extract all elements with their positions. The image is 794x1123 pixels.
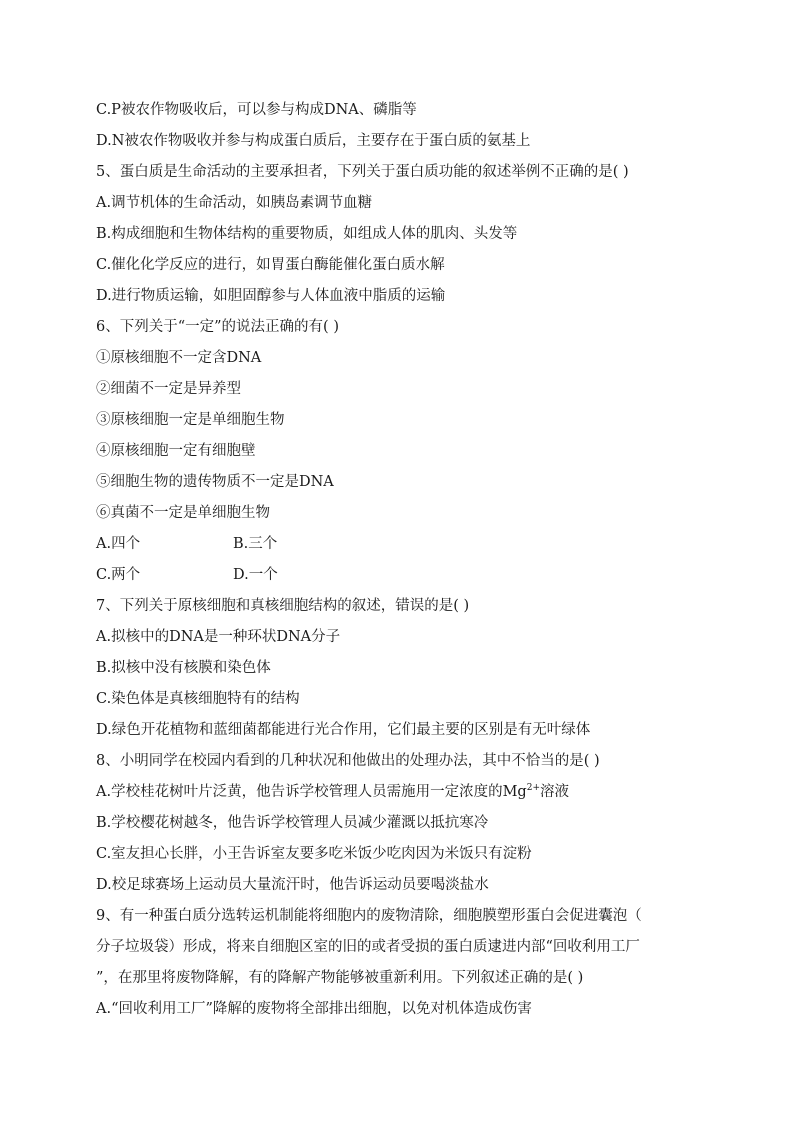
q6-options-row-1 bbox=[96, 529, 706, 560]
question-text-block bbox=[96, 95, 706, 1025]
q9-stem-line-3: ”，在那里将废物降解，有的降解产物能够被重新利用。下列叙述正确的是( ) bbox=[96, 970, 584, 986]
q7-option-c: C.染色体是真核细胞特有的结构 bbox=[96, 691, 300, 707]
q8-option-a-text: A.学校桂花树叶片泛黄，他告诉学校管理人员需施用一定浓度的Mg bbox=[96, 784, 527, 800]
q6-stem: 6、下列关于“一定”的说法正确的有( ) bbox=[96, 319, 339, 335]
q6-option-d: D.一个 bbox=[233, 567, 278, 583]
q6-statement-5: ⑤细胞生物的遗传物质不一定是DNA bbox=[96, 474, 334, 490]
q8-option-a-superscript: 2+ bbox=[526, 783, 540, 794]
q7-option-a: A.拟核中的DNA是一种环状DNA分子 bbox=[96, 629, 341, 645]
q8-option-a-suffix: 溶液 bbox=[540, 784, 569, 800]
q9-stem-line-2: 分子垃圾袋）形成，将来自细胞区室的旧的或者受损的蛋白质逮进内部“回收利用工厂 bbox=[96, 939, 640, 955]
q6-statement-6: ⑥真菌不一定是单细胞生物 bbox=[96, 505, 270, 521]
q6-statement-1: ①原核细胞不一定含DNA bbox=[96, 350, 262, 366]
q4-option-d: D.N被农作物吸收并参与构成蛋白质后，主要存在于蛋白质的氨基上 bbox=[96, 133, 531, 149]
q7-option-b: B.拟核中没有核膜和染色体 bbox=[96, 660, 271, 676]
q5-stem: 5、蛋白质是生命活动的主要承担者，下列关于蛋白质功能的叙述举例不正确的是( ) bbox=[96, 164, 629, 180]
q6-options-row-2 bbox=[96, 560, 706, 591]
q8-option-c: C.室友担心长胖，小王告诉室友要多吃米饭少吃肉因为米饭只有淀粉 bbox=[96, 846, 532, 862]
q8-option-b: B.学校樱花树越冬，他告诉学校管理人员减少灌溉以抵抗寒冷 bbox=[96, 815, 489, 831]
q8-option-a bbox=[96, 777, 706, 808]
q5-option-c: C.催化化学反应的进行，如胃蛋白酶能催化蛋白质水解 bbox=[96, 257, 445, 273]
q5-option-b: B.构成细胞和生物体结构的重要物质，如组成人体的肌肉、头发等 bbox=[96, 226, 518, 242]
q6-statement-3: ③原核细胞一定是单细胞生物 bbox=[96, 412, 285, 428]
q7-stem: 7、下列关于原核细胞和真核细胞结构的叙述，错误的是( ) bbox=[96, 598, 470, 614]
q9-option-a: A.“回收利用工厂”降解的废物将全部排出细胞，以免对机体造成伤害 bbox=[96, 1001, 532, 1017]
q7-option-d: D.绿色开花植物和蓝细菌都能进行光合作用，它们最主要的区别是有无叶绿体 bbox=[96, 722, 591, 738]
q6-option-b: B.三个 bbox=[233, 536, 278, 552]
q5-option-a: A.调节机体的生命活动，如胰岛素调节血糖 bbox=[96, 195, 373, 211]
q6-statement-4: ④原核细胞一定有细胞壁 bbox=[96, 443, 256, 459]
q8-stem: 8、小明同学在校园内看到的几种状况和他做出的处理办法，其中不恰当的是( ) bbox=[96, 753, 600, 769]
q8-option-d: D.校足球赛场上运动员大量流汗时，他告诉运动员要喝淡盐水 bbox=[96, 877, 489, 893]
q6-option-c: C.两个 bbox=[96, 567, 141, 583]
q9-stem-line-1: 9、有一种蛋白质分选转运机制能将细胞内的废物清除，细胞膜塑形蛋白会促进囊泡（ bbox=[96, 908, 642, 924]
q6-statement-2: ②细菌不一定是异养型 bbox=[96, 381, 241, 397]
q5-option-d: D.进行物质运输，如胆固醇参与人体血液中脂质的运输 bbox=[96, 288, 446, 304]
q6-option-a: A.四个 bbox=[96, 536, 141, 552]
q4-option-c: C.P被农作物吸收后，可以参与构成DNA、磷脂等 bbox=[96, 102, 417, 118]
